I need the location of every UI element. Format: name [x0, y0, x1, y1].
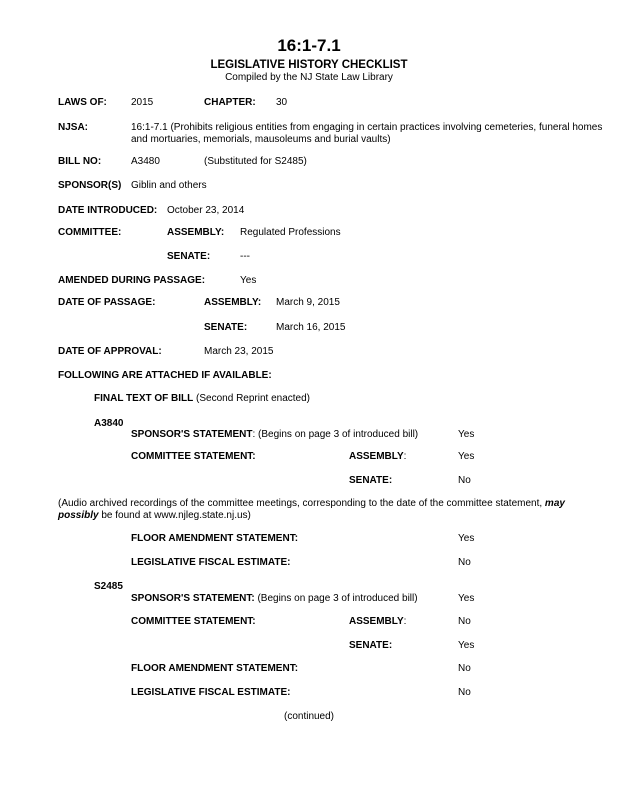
committee-label: COMMITTEE: — [58, 227, 122, 238]
a3840-fiscal-value: No — [458, 557, 471, 568]
s2485-floor-value: No — [458, 663, 471, 674]
sponsors-value: Giblin and others — [131, 180, 207, 191]
audio-note-emphasis: may possibly — [58, 498, 565, 521]
a3840-sponsor-line — [131, 429, 418, 441]
s2485-senate-value: Yes — [458, 640, 475, 651]
compiled-by: Compiled by the NJ State Law Library — [225, 72, 393, 83]
s2485-senate-label: SENATE: — [349, 640, 393, 651]
passage-assembly-label: ASSEMBLY: — [204, 297, 262, 308]
a3840-assembly-label: ASSEMBLY — [349, 451, 404, 462]
a3840-floor-label: FLOOR AMENDMENT STATEMENT: — [131, 533, 299, 544]
s2485-fiscal-label: LEGISLATIVE FISCAL ESTIMATE: — [131, 687, 291, 698]
a3840-committee-label: COMMITTEE STATEMENT: — [131, 451, 256, 462]
passage-label: DATE OF PASSAGE: — [58, 297, 156, 308]
s2485-assembly-value: No — [458, 616, 471, 627]
bill-no-note: (Substituted for S2485) — [204, 156, 307, 167]
passage-assembly-value: March 9, 2015 — [276, 297, 340, 308]
document-title: LEGISLATIVE HISTORY CHECKLIST — [210, 59, 408, 71]
s2485-bill-number: S2485 — [94, 581, 123, 592]
s2485-sponsor-note: (Begins on page 3 of introduced bill) — [254, 593, 418, 604]
laws-of-value: 2015 — [131, 97, 154, 108]
continued-note: (continued) — [283, 711, 335, 722]
committee-senate-label: SENATE: — [167, 251, 211, 262]
committee-assembly-label: ASSEMBLY: — [167, 227, 225, 238]
s2485-fiscal-value: No — [458, 687, 471, 698]
laws-of-label: LAWS OF: — [58, 97, 107, 108]
s2485-sponsor-value: Yes — [458, 593, 475, 604]
audio-note — [58, 498, 603, 522]
final-text-label: FINAL TEXT OF BILL — [94, 393, 194, 404]
final-text-note: (Second Reprint enacted) — [196, 393, 311, 404]
a3840-senate-value: No — [458, 475, 471, 486]
final-text-line — [94, 393, 310, 405]
s2485-sponsor-line — [131, 593, 418, 605]
passage-senate-label: SENATE: — [204, 322, 248, 333]
date-introduced-label: DATE INTRODUCED: — [58, 205, 158, 216]
chapter-label: CHAPTER: — [204, 97, 256, 108]
njsa-label: NJSA: — [58, 122, 89, 133]
sponsors-label: SPONSOR(S) — [58, 180, 122, 191]
a3840-sponsor-value: Yes — [458, 429, 475, 440]
s2485-assembly-line — [349, 616, 406, 628]
a3840-bill-number: A3840 — [94, 418, 124, 429]
document-number: 16:1-7.1 — [277, 36, 341, 55]
s2485-assembly-colon: : — [403, 616, 407, 627]
passage-senate-value: March 16, 2015 — [276, 322, 346, 333]
njsa-value: 16:1-7.1 (Prohibits religious entities from engaging in certain practices involving cemeteries, funeral homes and mortuaries, memorials, mausoleums and burial vaults) — [131, 122, 603, 145]
a3840-fiscal-label: LEGISLATIVE FISCAL ESTIMATE: — [131, 557, 291, 568]
amended-label: AMENDED DURING PASSAGE: — [58, 275, 206, 286]
a3840-assembly-colon: : — [403, 451, 407, 462]
a3840-sponsor-note: : (Begins on page 3 of introduced bill) — [252, 429, 419, 440]
a3840-sponsor-label: SPONSOR'S STATEMENT — [131, 429, 253, 440]
approval-label: DATE OF APPROVAL: — [58, 346, 162, 357]
a3840-assembly-line — [349, 451, 406, 463]
amended-value: Yes — [240, 275, 257, 286]
s2485-floor-label: FLOOR AMENDMENT STATEMENT: — [131, 663, 299, 674]
bill-no-value: A3480 — [131, 156, 160, 167]
bill-no-label: BILL NO: — [58, 156, 102, 167]
attached-heading: FOLLOWING ARE ATTACHED IF AVAILABLE: — [58, 370, 272, 381]
s2485-committee-label: COMMITTEE STATEMENT: — [131, 616, 256, 627]
chapter-value: 30 — [276, 97, 288, 108]
s2485-assembly-label: ASSEMBLY — [349, 616, 404, 627]
audio-note-text-a: (Audio archived recordings of the committee meetings, corresponding to the date of the committee statement, — [58, 498, 545, 509]
a3840-senate-label: SENATE: — [349, 475, 393, 486]
date-introduced-value: October 23, 2014 — [167, 205, 245, 216]
a3840-assembly-value: Yes — [458, 451, 475, 462]
approval-value: March 23, 2015 — [204, 346, 274, 357]
a3840-floor-value: Yes — [458, 533, 475, 544]
committee-senate-value: --- — [240, 251, 250, 262]
audio-note-text-b: be found at www.njleg.state.nj.us) — [98, 510, 251, 521]
committee-assembly-value: Regulated Professions — [240, 227, 341, 238]
s2485-sponsor-label: SPONSOR'S STATEMENT: — [131, 593, 255, 604]
